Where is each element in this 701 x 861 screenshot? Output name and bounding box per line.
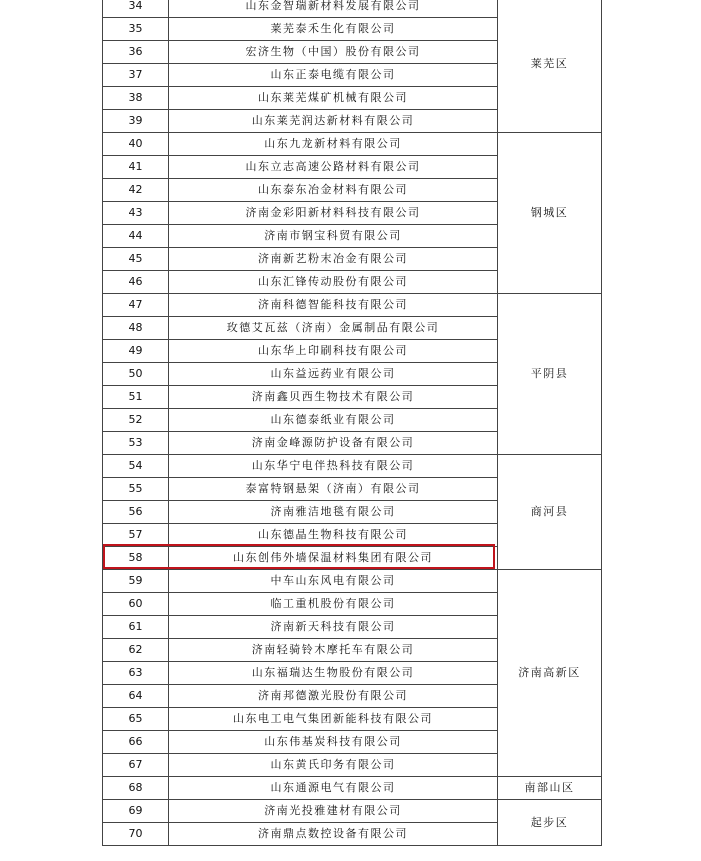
district-cell: 起步区 xyxy=(498,800,602,846)
company-name: 莱芜泰禾生化有限公司 xyxy=(169,18,498,41)
company-name: 山东正泰电缆有限公司 xyxy=(169,64,498,87)
company-name: 山东莱芜润达新材料有限公司 xyxy=(169,110,498,133)
table-row xyxy=(103,570,602,593)
table-row xyxy=(103,800,602,823)
company-name: 济南科德智能科技有限公司 xyxy=(169,294,498,317)
company-name: 济南新艺粉末冶金有限公司 xyxy=(169,248,498,271)
table-row xyxy=(103,455,602,478)
row-number: 61 xyxy=(103,616,169,639)
row-number: 64 xyxy=(103,685,169,708)
table-row xyxy=(103,0,602,18)
company-name: 济南邦德激光股份有限公司 xyxy=(169,685,498,708)
row-number: 35 xyxy=(103,18,169,41)
company-name: 中车山东风电有限公司 xyxy=(169,570,498,593)
row-number: 63 xyxy=(103,662,169,685)
company-name: 临工重机股份有限公司 xyxy=(169,593,498,616)
row-number: 49 xyxy=(103,340,169,363)
company-name: 山东通源电气有限公司 xyxy=(169,777,498,800)
row-number: 53 xyxy=(103,432,169,455)
company-name: 山东创伟外墙保温材料集团有限公司 xyxy=(169,547,498,570)
row-number: 42 xyxy=(103,179,169,202)
row-number: 41 xyxy=(103,156,169,179)
company-name: 山东立志高速公路材料有限公司 xyxy=(169,156,498,179)
company-name: 济南金峰源防护设备有限公司 xyxy=(169,432,498,455)
row-number: 70 xyxy=(103,823,169,846)
district-cell: 莱芜区 xyxy=(498,0,602,133)
company-name: 山东泰东冶金材料有限公司 xyxy=(169,179,498,202)
company-name: 山东益远药业有限公司 xyxy=(169,363,498,386)
district-cell: 钢城区 xyxy=(498,133,602,294)
company-name: 济南轻骑铃木摩托车有限公司 xyxy=(169,639,498,662)
row-number: 36 xyxy=(103,41,169,64)
company-name: 济南鑫贝西生物技术有限公司 xyxy=(169,386,498,409)
row-number: 47 xyxy=(103,294,169,317)
row-number: 48 xyxy=(103,317,169,340)
row-number: 52 xyxy=(103,409,169,432)
district-cell: 南部山区 xyxy=(498,777,602,800)
row-number: 62 xyxy=(103,639,169,662)
company-name: 山东汇锋传动股份有限公司 xyxy=(169,271,498,294)
company-name: 山东华上印刷科技有限公司 xyxy=(169,340,498,363)
table-row xyxy=(103,294,602,317)
row-number: 54 xyxy=(103,455,169,478)
company-table xyxy=(102,0,602,846)
row-number: 57 xyxy=(103,524,169,547)
row-number: 58 xyxy=(103,547,169,570)
company-name: 山东九龙新材料有限公司 xyxy=(169,133,498,156)
row-number: 50 xyxy=(103,363,169,386)
company-name: 山东电工电气集团新能科技有限公司 xyxy=(169,708,498,731)
company-name: 济南新天科技有限公司 xyxy=(169,616,498,639)
company-name: 宏济生物（中国）股份有限公司 xyxy=(169,41,498,64)
company-name: 山东伟基炭科技有限公司 xyxy=(169,731,498,754)
company-name: 济南光投雅建材有限公司 xyxy=(169,800,498,823)
company-name: 山东德晶生物科技有限公司 xyxy=(169,524,498,547)
company-name: 山东莱芜煤矿机械有限公司 xyxy=(169,87,498,110)
company-name: 山东华宁电伴热科技有限公司 xyxy=(169,455,498,478)
row-number: 45 xyxy=(103,248,169,271)
row-number: 34 xyxy=(103,0,169,18)
company-name: 山东福瑞达生物股份有限公司 xyxy=(169,662,498,685)
row-number: 51 xyxy=(103,386,169,409)
company-name: 山东德泰纸业有限公司 xyxy=(169,409,498,432)
company-name: 山东黄氏印务有限公司 xyxy=(169,754,498,777)
row-number: 68 xyxy=(103,777,169,800)
company-name: 济南金彩阳新材料科技有限公司 xyxy=(169,202,498,225)
company-name: 济南鼎点数控设备有限公司 xyxy=(169,823,498,846)
row-number: 67 xyxy=(103,754,169,777)
company-name: 济南雅洁地毯有限公司 xyxy=(169,501,498,524)
district-cell: 济南高新区 xyxy=(498,570,602,777)
row-number: 66 xyxy=(103,731,169,754)
district-cell: 平阴县 xyxy=(498,294,602,455)
table-row xyxy=(103,777,602,800)
company-name: 玫德艾瓦兹（济南）金属制品有限公司 xyxy=(169,317,498,340)
row-number: 40 xyxy=(103,133,169,156)
company-name: 泰富特钢悬架（济南）有限公司 xyxy=(169,478,498,501)
row-number: 69 xyxy=(103,800,169,823)
row-number: 39 xyxy=(103,110,169,133)
row-number: 60 xyxy=(103,593,169,616)
company-name: 山东金智瑞新材料发展有限公司 xyxy=(169,0,498,18)
row-number: 37 xyxy=(103,64,169,87)
company-name: 济南市钢宝科贸有限公司 xyxy=(169,225,498,248)
district-cell: 商河县 xyxy=(498,455,602,570)
row-number: 43 xyxy=(103,202,169,225)
table-row xyxy=(103,133,602,156)
row-number: 65 xyxy=(103,708,169,731)
row-number: 46 xyxy=(103,271,169,294)
row-number: 44 xyxy=(103,225,169,248)
row-number: 55 xyxy=(103,478,169,501)
row-number: 59 xyxy=(103,570,169,593)
row-number: 56 xyxy=(103,501,169,524)
row-number: 38 xyxy=(103,87,169,110)
